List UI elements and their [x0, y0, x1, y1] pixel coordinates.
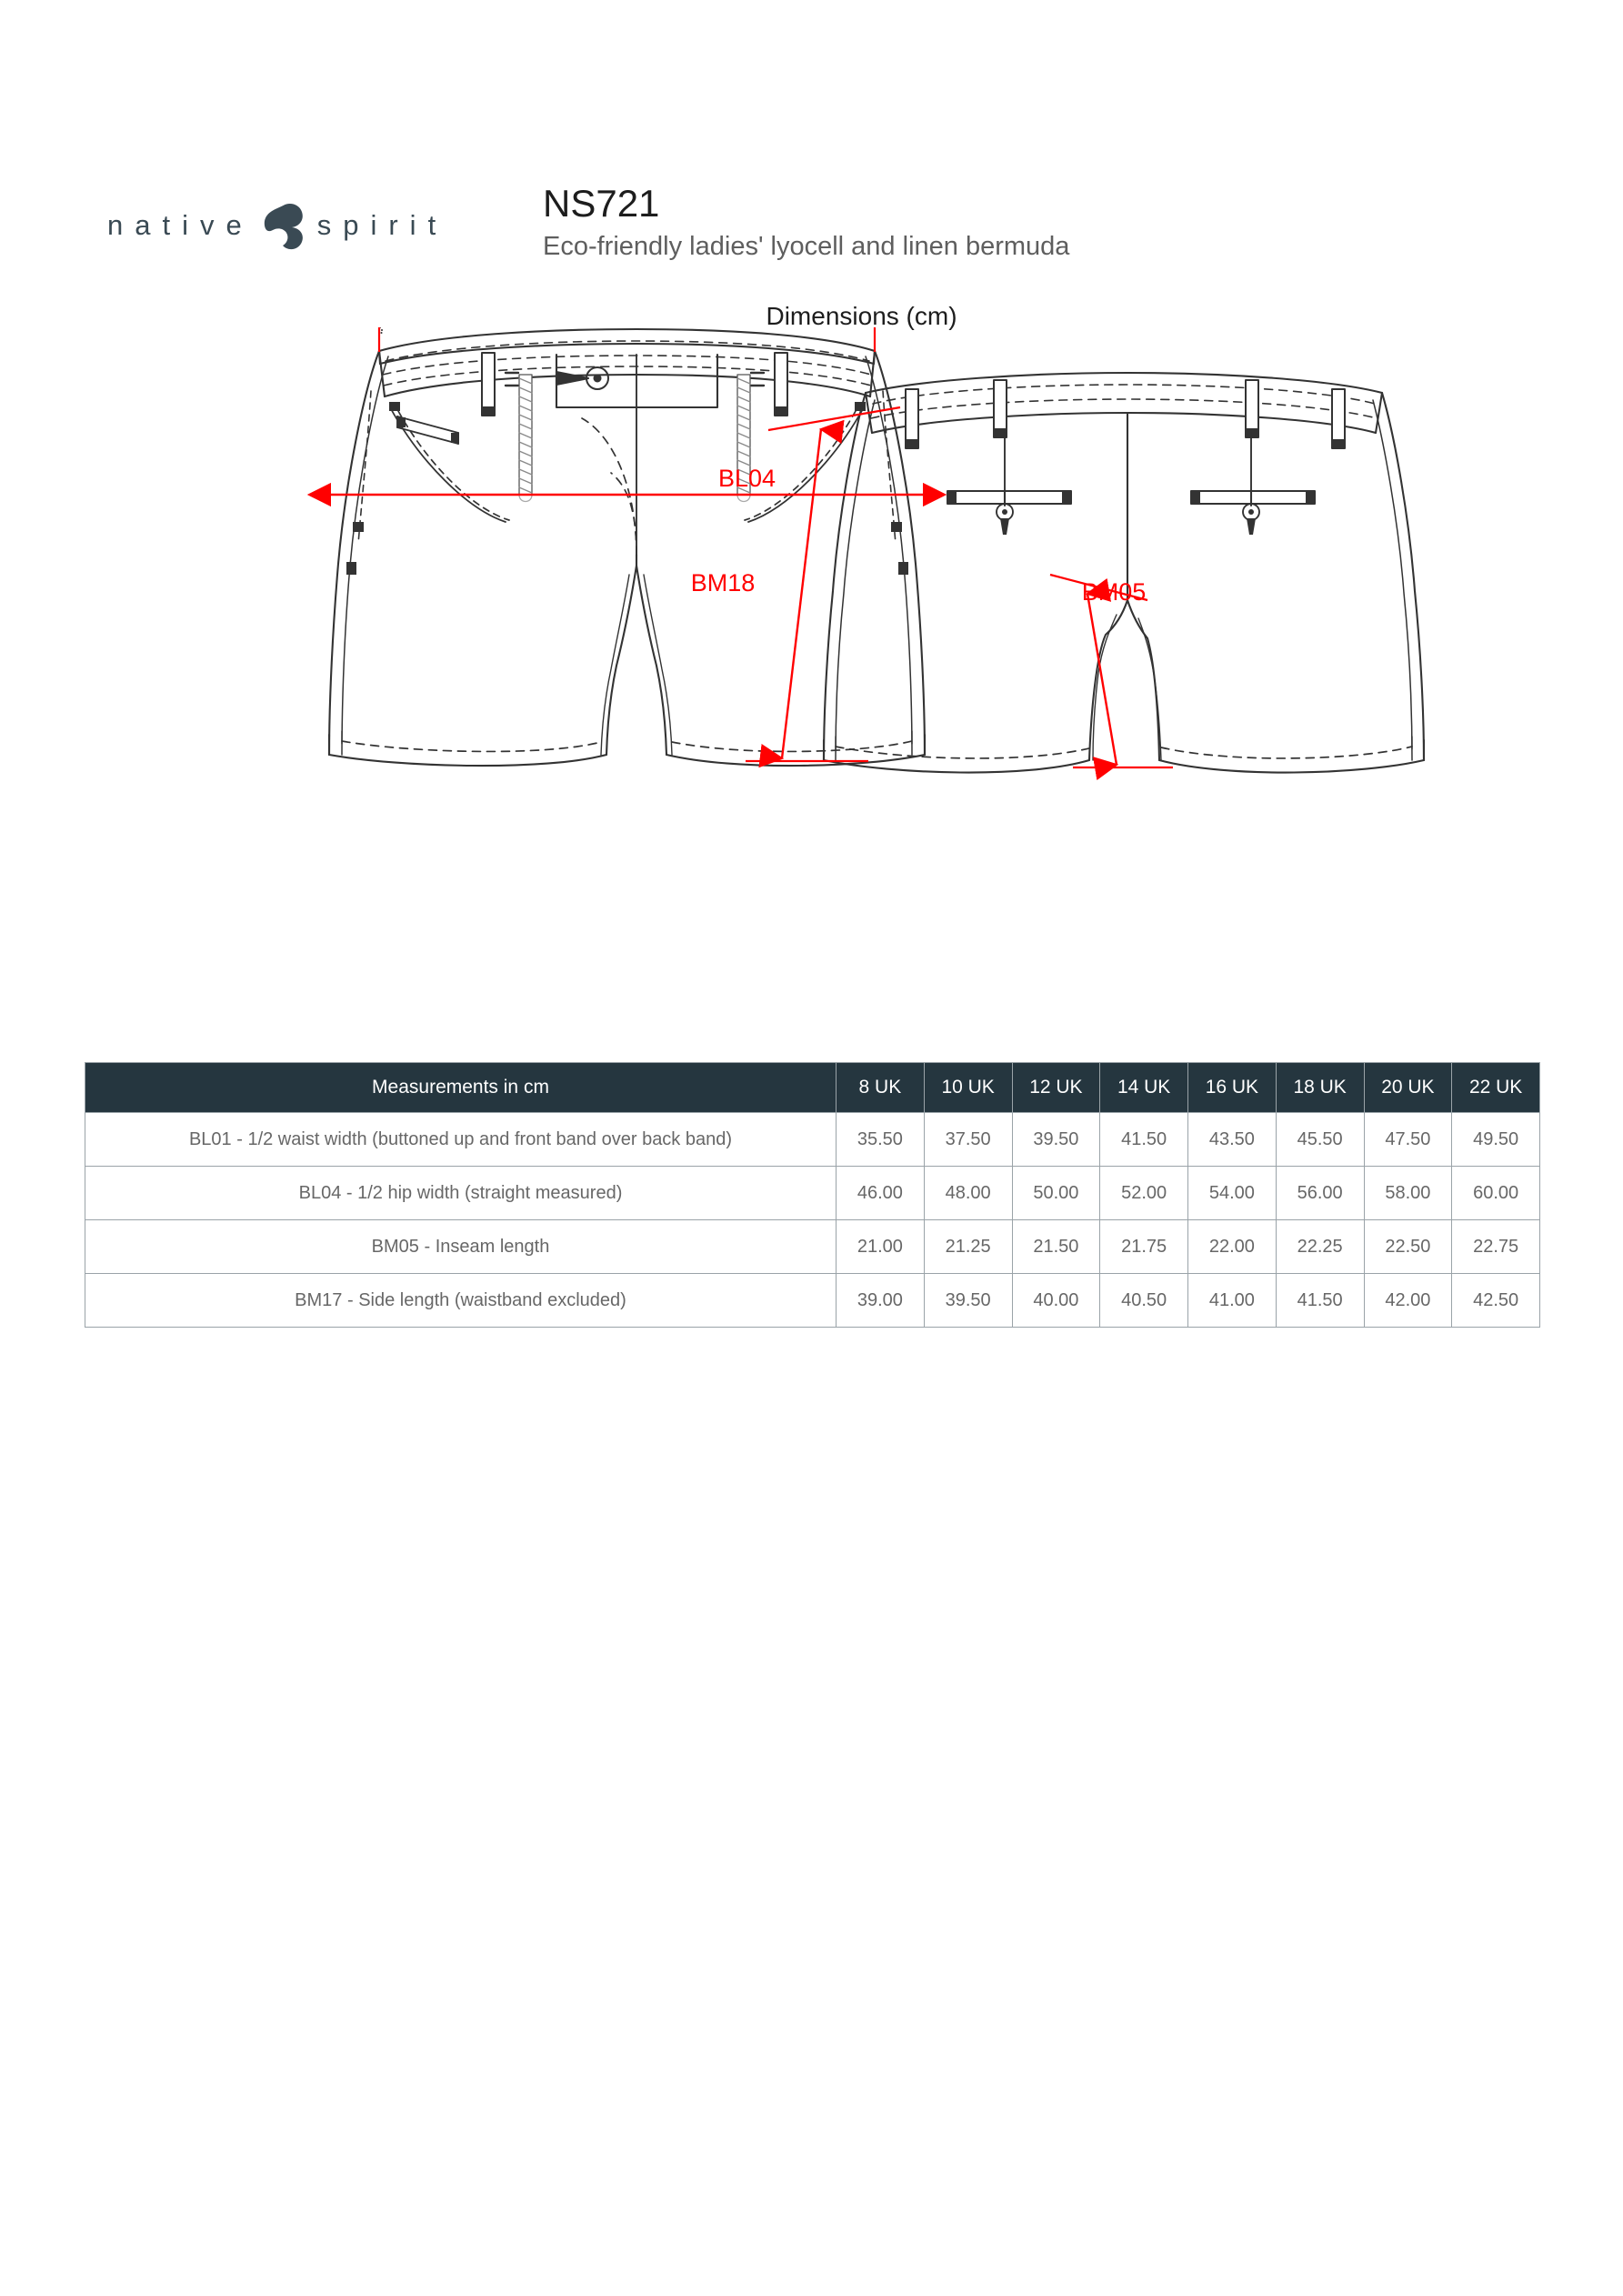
- brand-logo: [107, 198, 447, 253]
- table-row: [85, 1113, 1540, 1167]
- row-label: BL01 - 1/2 waist width (buttoned up and front band over back band): [85, 1113, 837, 1167]
- table-row: [85, 1220, 1540, 1274]
- cell-value: 39.00: [837, 1274, 925, 1328]
- cell-value: 22.25: [1276, 1220, 1364, 1274]
- cell-value: 56.00: [1276, 1167, 1364, 1220]
- column-header-size-4: 16 UK: [1188, 1063, 1277, 1113]
- cell-value: 50.00: [1012, 1167, 1100, 1220]
- cell-value: 42.50: [1452, 1274, 1540, 1328]
- cell-value: 21.75: [1100, 1220, 1188, 1274]
- cell-value: 48.00: [924, 1167, 1012, 1220]
- table-header-row: [85, 1063, 1540, 1113]
- column-header-size-1: 10 UK: [924, 1063, 1012, 1113]
- brand-name-right: spirit: [316, 209, 448, 241]
- cell-value: 54.00: [1188, 1167, 1277, 1220]
- table-row: [85, 1274, 1540, 1328]
- product-name: Eco-friendly ladies' lyocell and linen bermuda: [543, 231, 1070, 261]
- cell-value: 21.00: [837, 1220, 925, 1274]
- measurements-table: [85, 1062, 1540, 1328]
- cell-value: 45.50: [1276, 1113, 1364, 1167]
- measurements-table-container: [85, 1062, 1539, 1328]
- column-header-size-2: 12 UK: [1012, 1063, 1100, 1113]
- cell-value: 42.00: [1364, 1274, 1452, 1328]
- cell-value: 41.50: [1276, 1274, 1364, 1328]
- column-header-size-6: 20 UK: [1364, 1063, 1452, 1113]
- column-header-size-0: 8 UK: [837, 1063, 925, 1113]
- product-code: NS721: [543, 182, 660, 225]
- callout-label-BL04: BL04: [718, 465, 776, 492]
- column-header-size-5: 18 UK: [1276, 1063, 1364, 1113]
- cell-value: 40.00: [1012, 1274, 1100, 1328]
- cell-value: 60.00: [1452, 1167, 1540, 1220]
- technical-drawing: [0, 327, 1623, 1046]
- cell-value: 58.00: [1364, 1167, 1452, 1220]
- row-label: BL04 - 1/2 hip width (straight measured): [85, 1167, 837, 1220]
- cell-value: 41.50: [1100, 1113, 1188, 1167]
- table-body: [85, 1113, 1540, 1328]
- page-header: [0, 0, 1623, 300]
- row-label: BM05 - Inseam length: [85, 1220, 837, 1274]
- dimensions-heading: Dimensions (cm): [766, 302, 957, 330]
- cell-value: 22.50: [1364, 1220, 1452, 1274]
- callout-label-BM18: BM18: [690, 569, 756, 597]
- cell-value: 39.50: [1012, 1113, 1100, 1167]
- row-label: BM17 - Side length (waistband excluded): [85, 1274, 837, 1328]
- title-block: [543, 182, 1070, 262]
- cell-value: 46.00: [837, 1167, 925, 1220]
- cell-value: 47.50: [1364, 1113, 1452, 1167]
- table-head: [85, 1063, 1540, 1113]
- table-row: [85, 1167, 1540, 1220]
- back-view: [824, 373, 1424, 773]
- cell-value: 39.50: [924, 1274, 1012, 1328]
- cell-value: 43.50: [1188, 1113, 1277, 1167]
- callout-label-BM05: BM05: [1081, 578, 1147, 606]
- cell-value: 22.75: [1452, 1220, 1540, 1274]
- cell-value: 35.50: [837, 1113, 925, 1167]
- column-header-size-3: 14 UK: [1100, 1063, 1188, 1113]
- cell-value: 37.50: [924, 1113, 1012, 1167]
- column-header-measurements: Measurements in cm: [85, 1063, 837, 1113]
- callout-BL01: [379, 327, 875, 352]
- brand-name-left: native: [107, 209, 254, 241]
- cell-value: 22.00: [1188, 1220, 1277, 1274]
- cell-value: 21.25: [924, 1220, 1012, 1274]
- column-header-size-7: 22 UK: [1452, 1063, 1540, 1113]
- cell-value: 52.00: [1100, 1167, 1188, 1220]
- front-view: [329, 327, 925, 766]
- cell-value: 49.50: [1452, 1113, 1540, 1167]
- swoosh-mark-icon: [259, 200, 306, 251]
- cell-value: 21.50: [1012, 1220, 1100, 1274]
- cell-value: 41.00: [1188, 1274, 1277, 1328]
- cell-value: 40.50: [1100, 1274, 1188, 1328]
